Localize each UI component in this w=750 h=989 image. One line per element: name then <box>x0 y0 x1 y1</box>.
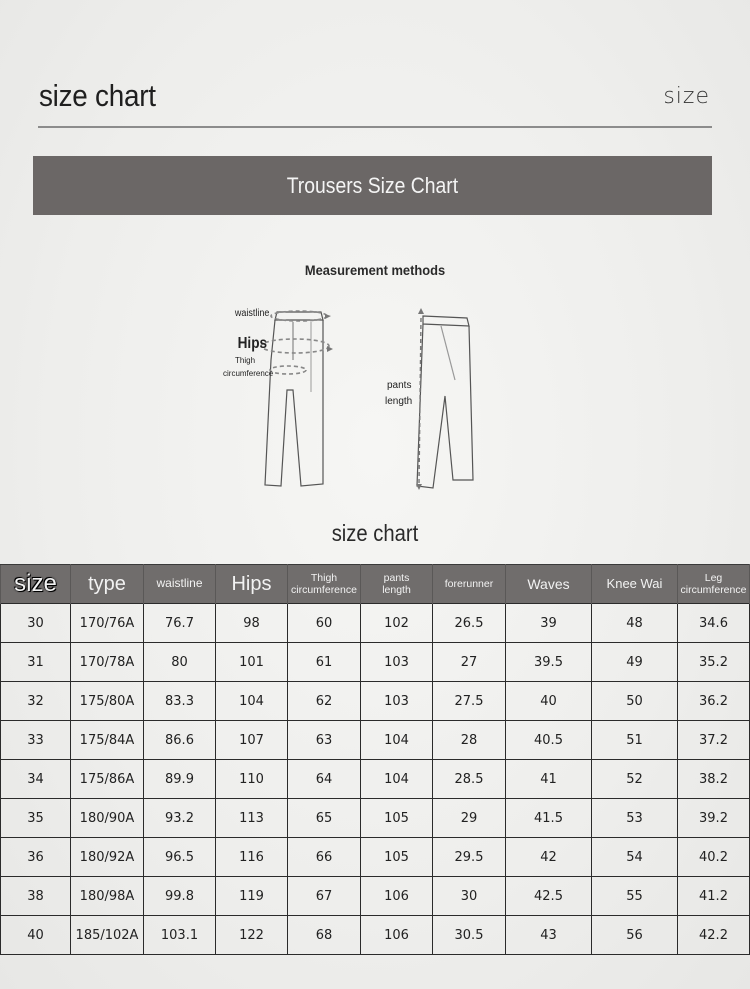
table-cell: 106 <box>361 877 433 916</box>
pants-length-label-line2: length <box>385 396 413 407</box>
table-cell: 86.6 <box>144 721 216 760</box>
banner <box>33 156 712 215</box>
table-cell: 52 <box>592 760 678 799</box>
table-cell: 104 <box>216 682 288 721</box>
table-cell: 83.3 <box>144 682 216 721</box>
table-cell: 36 <box>1 838 71 877</box>
header-size: size <box>1 565 71 604</box>
table-body <box>1 604 750 955</box>
table-cell: 175/84A <box>71 721 144 760</box>
table-cell: 30 <box>433 877 506 916</box>
table-cell: 113 <box>216 799 288 838</box>
table-cell: 107 <box>216 721 288 760</box>
table-cell: 35.2 <box>678 643 750 682</box>
table-cell: 39.2 <box>678 799 750 838</box>
header-size-label: size <box>663 84 710 109</box>
table-row <box>1 643 750 682</box>
table-cell: 41.5 <box>506 799 592 838</box>
table-cell: 98 <box>216 604 288 643</box>
table-row <box>1 799 750 838</box>
table-cell: 39 <box>506 604 592 643</box>
table-cell: 40 <box>1 916 71 955</box>
table-cell: 185/102A <box>71 916 144 955</box>
table-cell: 27 <box>433 643 506 682</box>
table-cell: 175/86A <box>71 760 144 799</box>
table-cell: 68 <box>288 916 361 955</box>
measurement-diagram <box>215 300 495 500</box>
table-row <box>1 604 750 643</box>
table-cell: 61 <box>288 643 361 682</box>
table-cell: 40 <box>506 682 592 721</box>
table-cell: 63 <box>288 721 361 760</box>
table-cell: 38.2 <box>678 760 750 799</box>
table-cell: 89.9 <box>144 760 216 799</box>
pants-length-label-line1: pants <box>387 380 412 391</box>
table-cell: 34.6 <box>678 604 750 643</box>
table-cell: 32 <box>1 682 71 721</box>
table-cell: 62 <box>288 682 361 721</box>
table-cell: 39.5 <box>506 643 592 682</box>
table-cell: 30 <box>1 604 71 643</box>
header-forerunner: forerunner <box>433 565 506 604</box>
table-cell: 96.5 <box>144 838 216 877</box>
table-cell: 106 <box>361 916 433 955</box>
banner-title: Trousers Size Chart <box>286 172 459 198</box>
table-cell: 56 <box>592 916 678 955</box>
table-cell: 27.5 <box>433 682 506 721</box>
table-cell: 54 <box>592 838 678 877</box>
table-cell: 28 <box>433 721 506 760</box>
table-cell: 40.5 <box>506 721 592 760</box>
table-cell: 41 <box>506 760 592 799</box>
header-hips: Hips <box>216 565 288 604</box>
table-cell: 51 <box>592 721 678 760</box>
hips-label: Hips <box>237 335 268 352</box>
table-cell: 43 <box>506 916 592 955</box>
table-cell: 105 <box>361 838 433 877</box>
table-cell: 80 <box>144 643 216 682</box>
table-cell: 103 <box>361 643 433 682</box>
table-cell: 60 <box>288 604 361 643</box>
table-cell: 35 <box>1 799 71 838</box>
table-cell: 33 <box>1 721 71 760</box>
table-cell: 105 <box>361 799 433 838</box>
table-header-row <box>1 565 750 604</box>
size-chart-title: size chart <box>331 520 419 546</box>
table-cell: 103.1 <box>144 916 216 955</box>
table-cell: 26.5 <box>433 604 506 643</box>
header-waves: Waves <box>506 565 592 604</box>
header-thigh-circumference: Thigh circumference <box>288 565 361 604</box>
header-knee-wai: Knee Wai <box>592 565 678 604</box>
table-cell: 65 <box>288 799 361 838</box>
header-waistline: waistline <box>144 565 216 604</box>
table-cell: 55 <box>592 877 678 916</box>
table-cell: 31 <box>1 643 71 682</box>
table-row <box>1 838 750 877</box>
table-cell: 38 <box>1 877 71 916</box>
table-cell: 49 <box>592 643 678 682</box>
header-type: type <box>71 565 144 604</box>
table-cell: 40.2 <box>678 838 750 877</box>
measurement-methods-title: Measurement methods <box>304 262 446 278</box>
table-cell: 50 <box>592 682 678 721</box>
size-table <box>0 564 750 955</box>
table-cell: 37.2 <box>678 721 750 760</box>
trousers-illustration <box>215 300 495 500</box>
table-cell: 103 <box>361 682 433 721</box>
table-cell: 180/98A <box>71 877 144 916</box>
table-cell: 67 <box>288 877 361 916</box>
table-cell: 99.8 <box>144 877 216 916</box>
table-cell: 170/78A <box>71 643 144 682</box>
table-cell: 101 <box>216 643 288 682</box>
table-cell: 93.2 <box>144 799 216 838</box>
table-cell: 110 <box>216 760 288 799</box>
table-cell: 64 <box>288 760 361 799</box>
table-cell: 42.5 <box>506 877 592 916</box>
thigh-label-line1: Thigh <box>235 356 256 365</box>
table-row <box>1 721 750 760</box>
table-cell: 34 <box>1 760 71 799</box>
table-cell: 29 <box>433 799 506 838</box>
table-row <box>1 682 750 721</box>
table-cell: 116 <box>216 838 288 877</box>
table-cell: 180/90A <box>71 799 144 838</box>
table-row <box>1 877 750 916</box>
waistline-label: waistline <box>234 308 270 319</box>
table-row <box>1 760 750 799</box>
page-title: size chart <box>39 78 156 113</box>
table-cell: 104 <box>361 760 433 799</box>
table-cell: 53 <box>592 799 678 838</box>
header-leg-circumference: Leg circumference <box>678 565 750 604</box>
table-cell: 29.5 <box>433 838 506 877</box>
table-cell: 119 <box>216 877 288 916</box>
table-cell: 36.2 <box>678 682 750 721</box>
header-divider <box>38 126 712 128</box>
table-cell: 42 <box>506 838 592 877</box>
thigh-label-line2: circumference <box>223 369 274 378</box>
table-cell: 175/80A <box>71 682 144 721</box>
table-cell: 122 <box>216 916 288 955</box>
table-cell: 104 <box>361 721 433 760</box>
table-row <box>1 916 750 955</box>
table-cell: 66 <box>288 838 361 877</box>
table-cell: 48 <box>592 604 678 643</box>
table-cell: 41.2 <box>678 877 750 916</box>
table-cell: 42.2 <box>678 916 750 955</box>
table-cell: 170/76A <box>71 604 144 643</box>
header-pants-length: pants length <box>361 565 433 604</box>
table-cell: 30.5 <box>433 916 506 955</box>
table-cell: 180/92A <box>71 838 144 877</box>
table-cell: 28.5 <box>433 760 506 799</box>
table-cell: 76.7 <box>144 604 216 643</box>
table-cell: 102 <box>361 604 433 643</box>
